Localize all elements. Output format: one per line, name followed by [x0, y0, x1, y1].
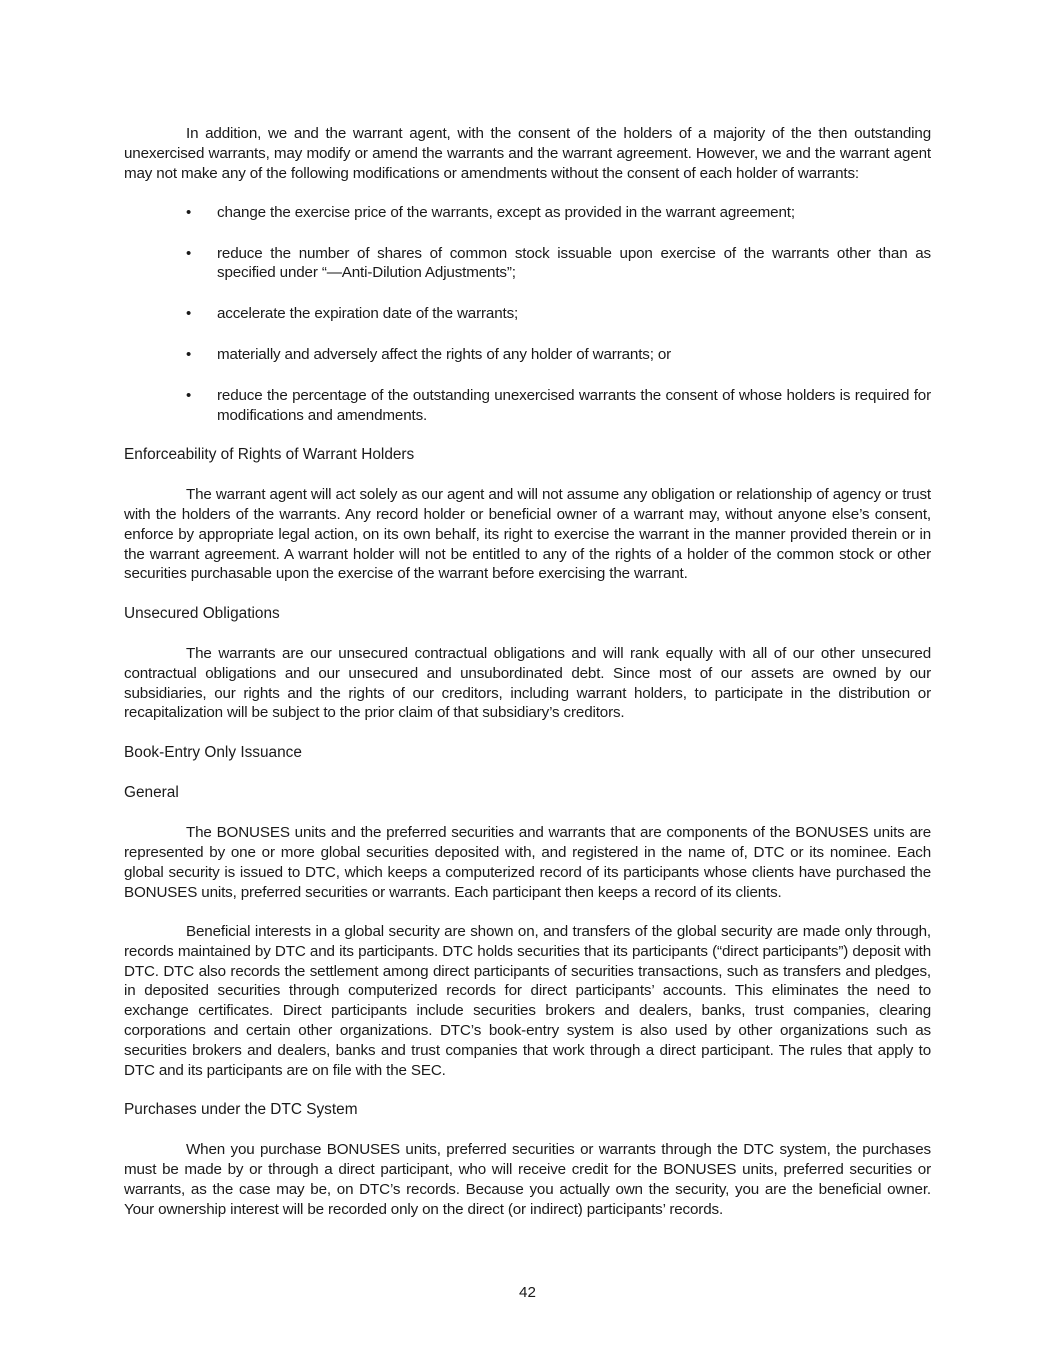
list-item-text: materially and adversely affect the rights of any holder of warrants; or [217, 346, 672, 364]
general-paragraph-1: The BONUSES units and the preferred securities and warrants that are components of the BONUSES units are represented by one or more global securities deposited with, and registered in the name of, DTC or its nominee. Each global security is issued to DTC, which keeps a computerized record of its participants whose clients have purchased the BONUSES units, preferred securities or warrants. Each participant then keeps a record of its clients. [124, 824, 931, 901]
list-item [124, 244, 931, 284]
enforceability-heading: Enforceability of Rights of Warrant Holders [124, 445, 415, 463]
list-item-text: change the exercise price of the warrants, except as provided in the warrant agreement; [217, 203, 795, 221]
bullet-icon: • [186, 244, 192, 262]
unsecured-obligations-paragraph: The warrants are our unsecured contractual obligations and will rank equally with all of our other unsecured contractual obligations and our unsecured and unsubordinated debt. Since most of our assets are owned by our subsidiaries, our rights and the rights of our creditors, including warrant holders, to participate in the distribution or recapitalization will be subject to the prior claim of that subsidiary’s creditors. [124, 645, 931, 722]
document-page [124, 124, 931, 1239]
bullet-icon: • [186, 346, 192, 364]
enforceability-paragraph: The warrant agent will act solely as our agent and will not assume any obligation or relationship of agency or trust with the holders of the warrants. Any record holder or beneficial owner of a warrant may, without anyone else’s consent, enforce by appropriate legal action, on its own behalf, its right to exercise the warrant in the manner provided therein or in the warrant agreement. A warrant holder will not be entitled to any of the rights of a holder of the common stock or other securities purchasable upon the exercise of the warrant before exercising the warrant. [124, 486, 931, 583]
list-item [124, 345, 931, 365]
list-item-text: reduce the number of shares of common stock issuable upon exercise of the warrants other than as specified under “—Anti-Dilution Adjustments”; [217, 244, 931, 282]
page-number: 42 [519, 1284, 536, 1301]
list-item [124, 203, 931, 223]
bullet-icon: • [186, 203, 192, 221]
bullet-icon: • [186, 386, 192, 404]
unsecured-obligations-heading: Unsecured Obligations [124, 604, 280, 622]
list-item [124, 386, 931, 426]
intro-paragraph: In addition, we and the warrant agent, with the consent of the holders of a majority of the then outstanding unexercised warrants, may modify or amend the warrants and the warrant agreement. However, we and the warrant agent may not make any of the following modifications or amendments without the consent of each holder of warrants: [124, 125, 931, 182]
list-item [124, 304, 931, 324]
modification-list [124, 203, 931, 426]
dtc-purchases-paragraph: When you purchase BONUSES units, preferred securities or warrants through the DTC system, the purchases must be made by or through a direct participant, who will receive credit for the BONUSES units, preferred securities or warrants, as the case may be, on DTC’s records. Because you actually own the security, you are the beneficial owner. Your ownership interest will be recorded only on the direct (or indirect) participants’ records. [124, 1141, 931, 1218]
general-heading: General [124, 784, 179, 802]
general-paragraph-2: Beneficial interests in a global security are shown on, and transfers of the global security are made only through, records maintained by DTC and its participants. DTC holds securities that its participants (“direct participants”) deposit with DTC. DTC also records the settlement among direct participants of securities transactions, such as transfers and pledges, in deposited securities through computerized records for direct participants’ accounts. This eliminates the need to exchange certificates. Direct participants include securities brokers and dealers, banks, trust companies, clearing corporations and certain other organizations. DTC’s book-entry system is also used by other organizations such as securities brokers and dealers, banks and trust companies that work through a direct participant. The rules that apply to DTC and its participants are on file with the SEC. [124, 923, 931, 1079]
list-item-text: reduce the percentage of the outstanding unexercised warrants the consent of whose holders is required for modifications and amendments. [217, 386, 931, 424]
dtc-purchases-heading: Purchases under the DTC System [124, 1100, 358, 1118]
list-item-text: accelerate the expiration date of the warrants; [217, 305, 519, 323]
book-entry-heading: Book-Entry Only Issuance [124, 743, 302, 761]
bullet-icon: • [186, 305, 192, 323]
